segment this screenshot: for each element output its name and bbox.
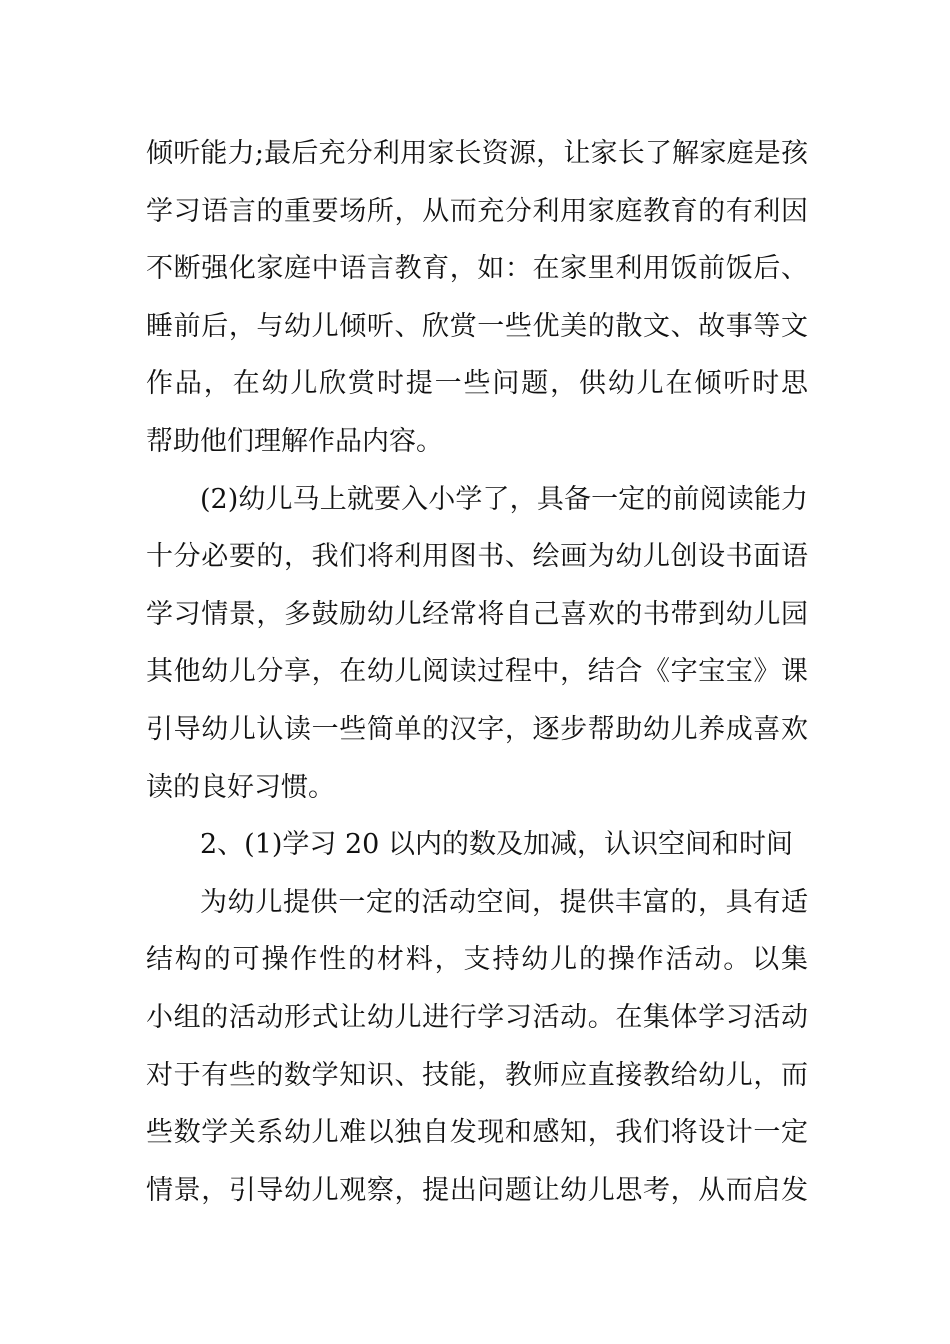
text-line: 十分必要的，我们将利用图书、绘画为幼儿创设书面语 [146,541,808,573]
text-line: 不断强化家庭中语言教育，如：在家里利用饭前饭后、 [146,253,808,285]
paragraph-pre-reading [146,471,808,817]
text-line: 引导幼儿认读一些简单的汉字，逐步帮助幼儿养成喜欢 [146,713,808,745]
text-line: 些数学关系幼儿难以独自发现和感知，我们将设计一定 [146,1117,808,1149]
section-heading [146,816,808,874]
text-line: 对于有些的数学知识、技能，教师应直接教给幼儿，而 [146,1059,808,1091]
document-page [146,125,808,1219]
text-line: 小组的活动形式让幼儿进行学习活动。在集体学习活动 [146,1001,808,1033]
paragraph-listening [146,125,808,471]
text-line: 情景，引导幼儿观察，提出问题让幼儿思考，从而启发 [146,1174,808,1206]
text-line: 结构的可操作性的材料，支持幼儿的操作活动。以集 [146,944,808,976]
text-line: 学习语言的重要场所，从而充分利用家庭教育的有利因 [146,195,808,227]
text-line: 读的良好习惯。 [146,771,335,803]
text-line: (2)幼儿马上就要入小学了，具备一定的前阅读能力 [200,483,808,515]
text-line: 作品，在幼儿欣赏时提一些问题，供幼儿在倾听时思 [146,368,808,400]
text-line: 其他幼儿分享，在幼儿阅读过程中，结合《字宝宝》课 [146,656,808,688]
text-line: 帮助他们理解作品内容。 [146,425,443,457]
text-line: 倾听能力;最后充分利用家长资源，让家长了解家庭是孩 [146,138,808,169]
heading-text: 2、(1)学习 20 以内的数及加减，认识空间和时间 [200,829,793,861]
paragraph-math-activities [146,874,808,1220]
text-line: 学习情景，多鼓励幼儿经常将自己喜欢的书带到幼儿园 [146,598,808,630]
text-line: 为幼儿提供一定的活动空间，提供丰富的，具有适 [200,886,808,918]
text-line: 睡前后，与幼儿倾听、欣赏一些优美的散文、故事等文 [146,310,808,342]
